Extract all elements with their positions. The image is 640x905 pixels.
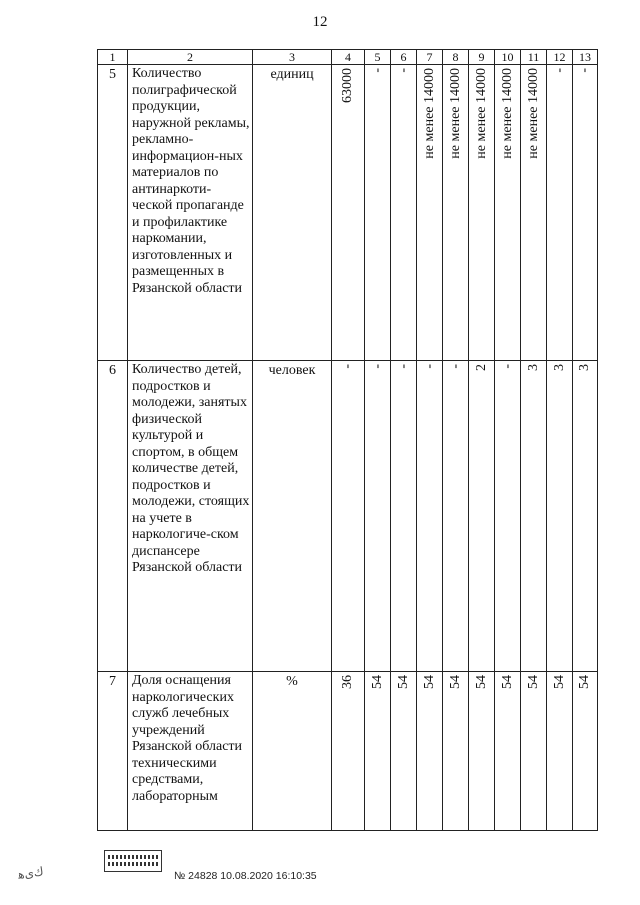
- column-header: 6: [391, 50, 417, 65]
- header-row: [98, 50, 598, 65]
- value-cell: [495, 672, 521, 831]
- value-text: не менее 14000: [447, 68, 463, 159]
- column-header: 2: [128, 50, 253, 65]
- value-text: 54: [421, 675, 437, 689]
- table-row: [98, 672, 598, 831]
- value-cell: [443, 672, 469, 831]
- value-cell: [547, 361, 573, 672]
- column-header: 1: [98, 50, 128, 65]
- value-cell: [365, 672, 391, 831]
- unit-cell: единиц: [253, 65, 332, 361]
- value-cell: [547, 672, 573, 831]
- value-text: -: [551, 68, 567, 73]
- value-text: 2: [473, 364, 489, 371]
- value-text: 3: [551, 364, 567, 371]
- value-text: 54: [395, 675, 411, 689]
- value-text: -: [340, 364, 355, 369]
- value-text: 54: [369, 675, 385, 689]
- value-text: 54: [473, 675, 489, 689]
- value-text: 3: [525, 364, 541, 371]
- value-text: 54: [577, 675, 592, 689]
- value-cell: [417, 361, 443, 672]
- value-text: 36: [340, 675, 355, 689]
- value-cell: [521, 65, 547, 361]
- value-text: -: [447, 364, 463, 369]
- value-cell: [573, 672, 598, 831]
- value-cell: [495, 361, 521, 672]
- value-text: -: [369, 364, 385, 369]
- column-header: 8: [443, 50, 469, 65]
- value-cell: [332, 361, 365, 672]
- column-header: 12: [547, 50, 573, 65]
- value-text: 54: [499, 675, 515, 689]
- value-text: -: [395, 364, 411, 369]
- value-cell: [391, 672, 417, 831]
- column-header: 3: [253, 50, 332, 65]
- column-header: 7: [417, 50, 443, 65]
- value-cell: [332, 65, 365, 361]
- value-text: 54: [525, 675, 541, 689]
- document-id: № 24828 10.08.2020 16:10:35: [174, 870, 317, 882]
- value-text: не менее 14000: [499, 68, 515, 159]
- value-cell: [573, 361, 598, 672]
- value-cell: [332, 672, 365, 831]
- column-header: 13: [573, 50, 598, 65]
- page-number: 12: [312, 14, 328, 30]
- row-number: 6: [98, 361, 128, 672]
- value-text: -: [395, 68, 411, 73]
- value-text: -: [369, 68, 385, 73]
- value-cell: [391, 65, 417, 361]
- row-number: 5: [98, 65, 128, 361]
- value-cell: [469, 672, 495, 831]
- value-cell: [547, 65, 573, 361]
- value-text: -: [421, 364, 437, 369]
- value-cell: [443, 65, 469, 361]
- table-row: [98, 361, 598, 672]
- value-text: 54: [447, 675, 463, 689]
- value-cell: [495, 65, 521, 361]
- value-cell: [417, 65, 443, 361]
- value-cell: [573, 65, 598, 361]
- value-cell: [469, 361, 495, 672]
- unit-cell: %: [253, 672, 332, 831]
- value-text: -: [499, 364, 515, 369]
- value-cell: [365, 65, 391, 361]
- column-header: 10: [495, 50, 521, 65]
- value-cell: [391, 361, 417, 672]
- indicator-name: Доля оснащения наркологических служб лечебных учреждений Рязанской области техническими средствами, лабораторным: [128, 672, 253, 831]
- column-header: 11: [521, 50, 547, 65]
- value-cell: [417, 672, 443, 831]
- indicator-name: Количество детей, подростков и молодежи, занятых физической культурой и спортом, в общем количестве детей, подростков и молодежи, стоящих на учете в наркологиче-ском диспансере Рязанской области: [128, 361, 253, 672]
- value-text: не менее 14000: [473, 68, 489, 159]
- column-header: 4: [332, 50, 365, 65]
- indicator-name: Количество полиграфической продукции, наружной рекламы, рекламно-информацион-ных материалов по антинаркоти-ческой пропаганде и профилактике наркомании, изготовленных и размещенных в Рязанской области: [128, 65, 253, 361]
- value-cell: [365, 361, 391, 672]
- value-text: не менее 14000: [421, 68, 437, 159]
- value-cell: [469, 65, 495, 361]
- column-header: 5: [365, 50, 391, 65]
- value-text: 63000: [340, 68, 355, 103]
- row-number: 7: [98, 672, 128, 831]
- value-cell: [443, 361, 469, 672]
- indicators-table: [97, 49, 598, 831]
- unit-cell: человек: [253, 361, 332, 672]
- value-text: -: [577, 68, 592, 73]
- value-cell: [521, 672, 547, 831]
- column-header: 9: [469, 50, 495, 65]
- signature-mark: ﻙﻯﻫ: [17, 864, 45, 882]
- table-row: [98, 65, 598, 361]
- value-cell: [521, 361, 547, 672]
- value-text: 3: [577, 364, 592, 371]
- value-text: 54: [551, 675, 567, 689]
- value-text: не менее 14000: [525, 68, 541, 159]
- barcode-stamp: [104, 850, 162, 872]
